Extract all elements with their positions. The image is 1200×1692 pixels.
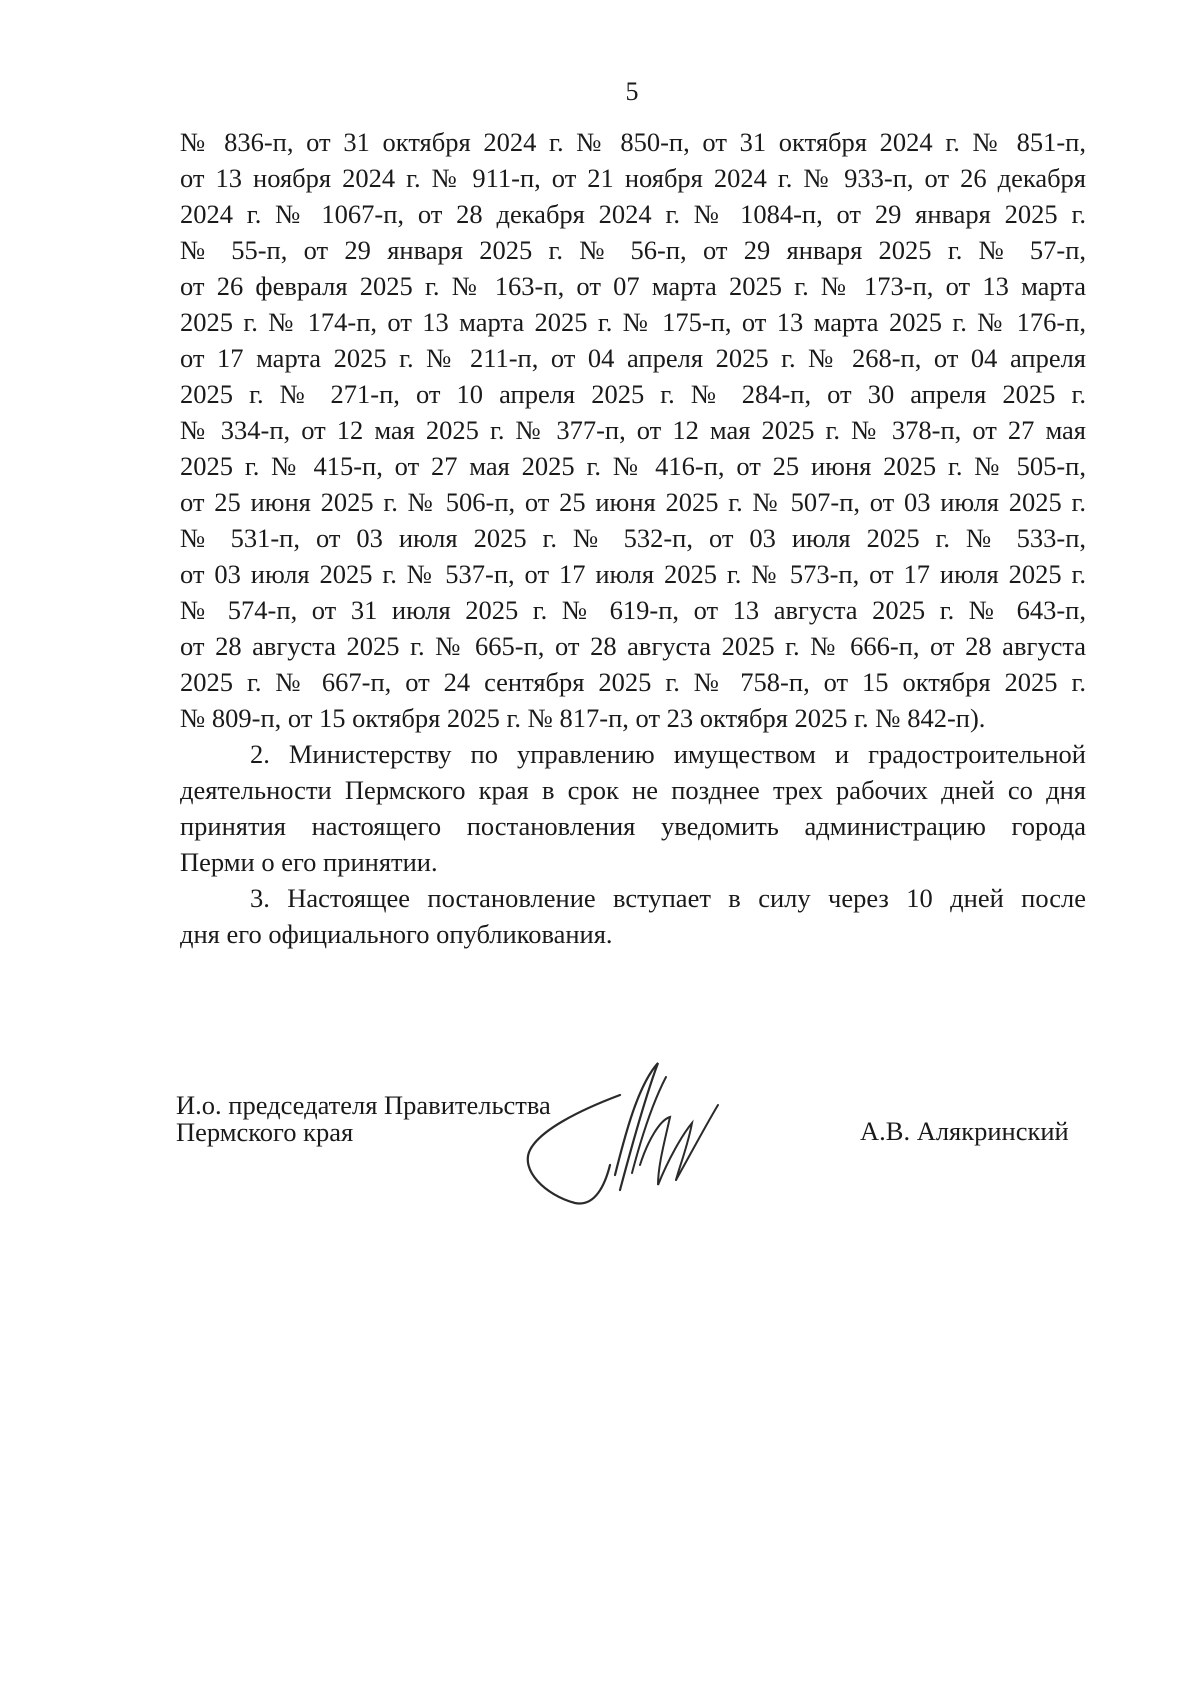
signatory-position-line: Пермского края: [176, 1117, 354, 1147]
body-line: 2024 г. № 1067-п, от 28 декабря 2024 г. № 1084-п, от 29 января 2025 г.: [180, 199, 1086, 229]
signatory-position-line: И.о. председателя Правительства: [176, 1090, 551, 1120]
body-line: 2025 г. № 174-п, от 13 марта 2025 г. № 175-п, от 13 марта 2025 г. № 176-п,: [180, 307, 1086, 337]
body-line: № 334-п, от 12 мая 2025 г. № 377-п, от 12 мая 2025 г. № 378-п, от 27 мая: [180, 415, 1086, 445]
body-line: от 28 августа 2025 г. № 665-п, от 28 августа 2025 г. № 666-п, от 28 августа: [180, 631, 1086, 661]
paragraph-2-line: Перми о его принятии.: [180, 847, 438, 877]
body-line: 2025 г. № 667-п, от 24 сентября 2025 г. № 758-п, от 15 октября 2025 г.: [180, 667, 1086, 697]
body-line: № 809-п, от 15 октября 2025 г. № 817-п, от 23 октября 2025 г. № 842-п).: [180, 703, 986, 733]
body-line: № 55-п, от 29 января 2025 г. № 56-п, от 29 января 2025 г. № 57-п,: [180, 235, 1086, 265]
paragraph-3-line: дня его официального опубликования.: [180, 919, 613, 949]
body-line: от 13 ноября 2024 г. № 911-п, от 21 ноября 2024 г. № 933-п, от 26 декабря: [180, 163, 1086, 193]
body-line: № 836-п, от 31 октября 2024 г. № 850-п, от 31 октября 2024 г. № 851-п,: [180, 127, 1086, 157]
body-line: 2025 г. № 271-п, от 10 апреля 2025 г. № 284-п, от 30 апреля 2025 г.: [180, 379, 1086, 409]
handwritten-signature: [520, 1055, 740, 1215]
paragraph-2-line: 2. Министерству по управлению имуществом и градостроительной: [250, 739, 1086, 769]
body-line: от 17 марта 2025 г. № 211-п, от 04 апреля 2025 г. № 268-п, от 04 апреля: [180, 343, 1086, 373]
paragraph-2-line: деятельности Пермского края в срок не позднее трех рабочих дней со дня: [180, 775, 1086, 805]
body-line: от 26 февраля 2025 г. № 163-п, от 07 марта 2025 г. № 173-п, от 13 марта: [180, 271, 1086, 301]
body-line: от 03 июля 2025 г. № 537-п, от 17 июля 2025 г. № 573-п, от 17 июля 2025 г.: [180, 559, 1086, 589]
body-line: от 25 июня 2025 г. № 506-п, от 25 июня 2025 г. № 507-п, от 03 июля 2025 г.: [180, 487, 1086, 517]
body-line: 2025 г. № 415-п, от 27 мая 2025 г. № 416-п, от 25 июня 2025 г. № 505-п,: [180, 451, 1086, 481]
paragraph-3-line: 3. Настоящее постановление вступает в силу через 10 дней после: [250, 883, 1086, 913]
body-line: № 574-п, от 31 июля 2025 г. № 619-п, от 13 августа 2025 г. № 643-п,: [180, 595, 1086, 625]
paragraph-2-line: принятия настоящего постановления уведомить администрацию города: [180, 811, 1086, 841]
signatory-position: [176, 1092, 551, 1146]
page-number: 5: [625, 77, 639, 106]
signatory-name: А.В. Алякринский: [860, 1116, 1069, 1146]
body-line: № 531-п, от 03 июля 2025 г. № 532-п, от 03 июля 2025 г. № 533-п,: [180, 523, 1086, 553]
